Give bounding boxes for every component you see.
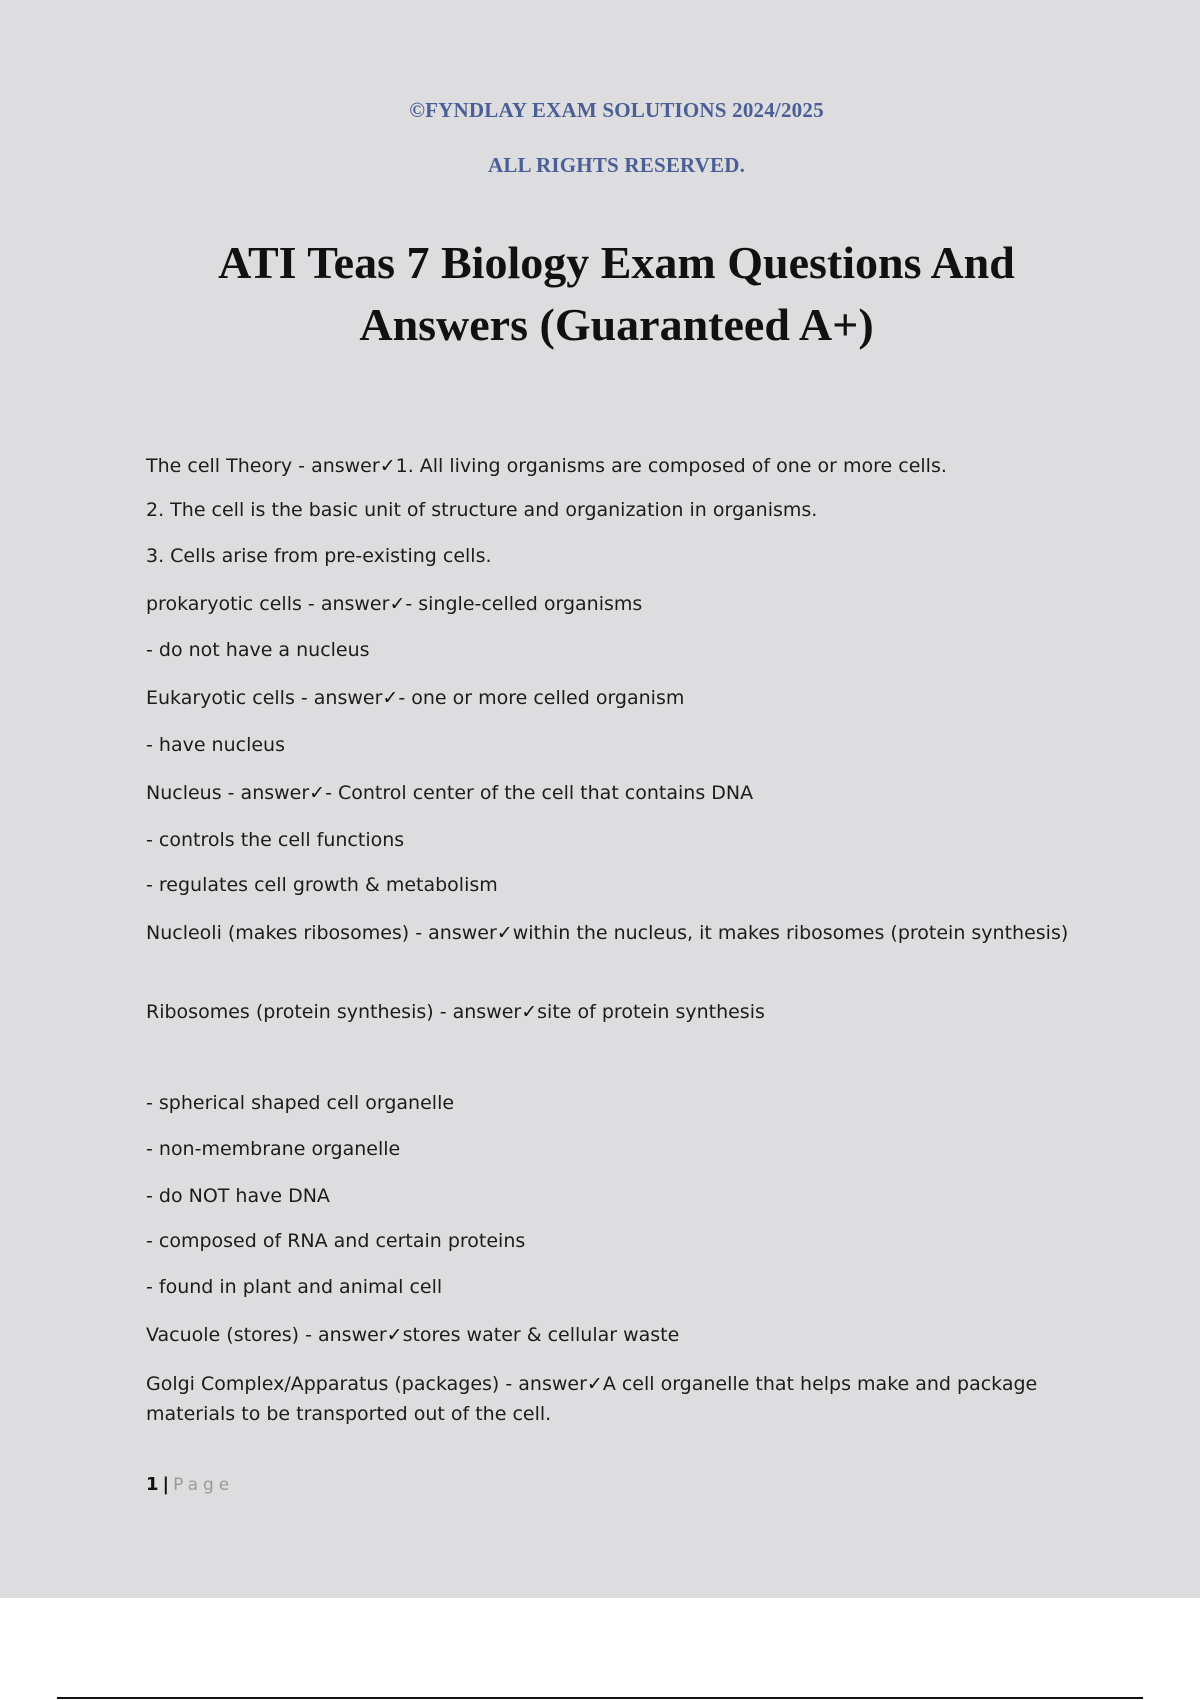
entry-answer: site of protein synthesis [537,1001,765,1023]
content-line: - spherical shaped cell organelle [146,1092,455,1114]
check-mark-icon: ✓ [379,455,396,477]
entry-answer: - one or more celled organism [398,687,685,709]
content-line: 3. Cells arise from pre-existing cells. [146,545,492,567]
content-line: - found in plant and animal cell [146,1276,443,1298]
entry-answer: - Control center of the cell that contains DNA [325,782,754,804]
entry-cell-theory [146,451,1086,481]
check-mark-icon: ✓ [586,1373,603,1395]
document-title: ATI Teas 7 Biology Exam Questions And Answers (Guaranteed A+) [218,237,1015,350]
page-number: 1 [146,1474,159,1495]
page-separator: | [162,1474,170,1495]
entry-nucleoli [146,918,1086,948]
check-mark-icon: ✓ [389,593,406,615]
entry-golgi-complex [146,1369,1086,1429]
entry-eukaryotic-cells [146,683,1086,713]
entry-term: Ribosomes (protein synthesis) - answer [146,1001,522,1023]
entry-answer: 1. All living organisms are composed of one or more cells. [395,455,947,477]
entry-prokaryotic-cells [146,589,1086,619]
check-mark-icon: ✓ [386,1324,403,1346]
page-label: Page [173,1475,235,1495]
page-footer [146,1472,234,1498]
check-mark-icon: ✓ [382,687,399,709]
entry-nucleus [146,778,1086,808]
entry-answer: stores water & cellular waste [402,1324,680,1346]
check-mark-icon: ✓ [496,922,513,944]
content-line: - composed of RNA and certain proteins [146,1230,526,1252]
content-line: - non-membrane organelle [146,1138,401,1160]
entry-term: prokaryotic cells - answer [146,593,390,615]
content-line: - have nucleus [146,734,285,756]
header-copyright: ©FYNDLAY EXAM SOLUTIONS 2024/2025 [409,98,824,122]
bottom-divider [57,1697,1143,1699]
entry-term: Nucleoli (makes ribosomes) - answer [146,922,497,944]
check-mark-icon: ✓ [521,1001,538,1023]
entry-term: The cell Theory - answer [146,455,380,477]
content-line: - controls the cell functions [146,829,405,851]
entry-term: Eukaryotic cells - answer [146,687,383,709]
entry-answer: within the nucleus, it makes ribosomes (protein synthesis) [512,922,1069,944]
entry-answer: - single-celled organisms [405,593,643,615]
entry-answer: A cell organelle that helps make and package materials to be transported out of the cell. [146,1373,1038,1425]
header-rights-reserved: ALL RIGHTS RESERVED. [487,153,746,177]
entry-term: Vacuole (stores) - answer [146,1324,387,1346]
entry-ribosomes [146,997,1086,1027]
entry-vacuole [146,1320,1086,1350]
check-mark-icon: ✓ [309,782,326,804]
content-line: 2. The cell is the basic unit of structure and organization in organisms. [146,499,818,521]
content-line: - do NOT have DNA [146,1185,330,1207]
entry-term: Golgi Complex/Apparatus (packages) - answer [146,1373,587,1395]
content-line: - do not have a nucleus [146,639,370,661]
content-line: - regulates cell growth & metabolism [146,874,498,896]
entry-term: Nucleus - answer [146,782,310,804]
